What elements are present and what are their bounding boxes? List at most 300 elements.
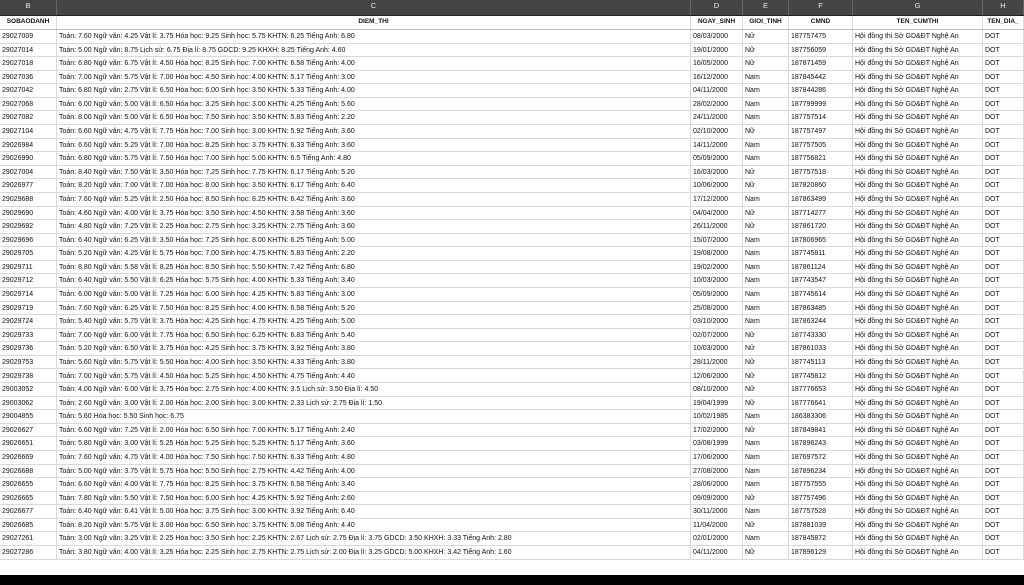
- cell-ten-cumthi[interactable]: Hội đồng thi Sở GD&ĐT Nghệ An: [853, 84, 983, 97]
- cell-diem-thi[interactable]: Toán: 7.80 Ngữ văn: 5.50 Vật lí: 7.50 Hóa học: 6.00 Sinh học: 4.25 KHTN: 5.92 Tiếng Anh: 2.60: [57, 492, 691, 505]
- cell-ngay-sinh[interactable]: 19/01/2000: [691, 44, 743, 57]
- column-letter-f[interactable]: F: [789, 0, 853, 15]
- column-letter-h[interactable]: H: [983, 0, 1024, 15]
- cell-ten-dia[interactable]: DOT: [983, 424, 1024, 437]
- cell-ten-dia[interactable]: DOT: [983, 261, 1024, 274]
- cell-ten-dia[interactable]: DOT: [983, 465, 1024, 478]
- table-row[interactable]: [0, 356, 1024, 370]
- table-row[interactable]: [0, 424, 1024, 438]
- cell-ten-cumthi[interactable]: Hội đồng thi Sở GD&ĐT Nghệ An: [853, 329, 983, 342]
- cell-sobaodanh[interactable]: 29026665: [0, 492, 57, 505]
- column-letter-g[interactable]: G: [853, 0, 983, 15]
- cell-ten-dia[interactable]: DOT: [983, 410, 1024, 423]
- cell-gioi-tinh[interactable]: Nữ: [743, 519, 789, 532]
- cell-cmnd[interactable]: 187745811: [789, 247, 853, 260]
- cell-cmnd[interactable]: 187757497: [789, 125, 853, 138]
- table-row[interactable]: [0, 342, 1024, 356]
- cell-ten-dia[interactable]: DOT: [983, 532, 1024, 545]
- table-row[interactable]: [0, 492, 1024, 506]
- cell-gioi-tinh[interactable]: Nam: [743, 288, 789, 301]
- cell-gioi-tinh[interactable]: Nam: [743, 234, 789, 247]
- cell-sobaodanh[interactable]: 29003052: [0, 383, 57, 396]
- cell-ngay-sinh[interactable]: 02/10/2000: [691, 125, 743, 138]
- cell-ngay-sinh[interactable]: 08/03/2000: [691, 30, 743, 43]
- cell-ngay-sinh[interactable]: 28/06/2000: [691, 478, 743, 491]
- cell-ten-dia[interactable]: DOT: [983, 302, 1024, 315]
- table-row[interactable]: [0, 532, 1024, 546]
- table-row[interactable]: [0, 98, 1024, 112]
- table-row[interactable]: [0, 437, 1024, 451]
- cell-ten-cumthi[interactable]: Hội đồng thi Sở GD&ĐT Nghệ An: [853, 220, 983, 233]
- cell-cmnd[interactable]: 187756821: [789, 152, 853, 165]
- cell-ten-cumthi[interactable]: Hội đồng thi Sở GD&ĐT Nghệ An: [853, 261, 983, 274]
- cell-sobaodanh[interactable]: 29026990: [0, 152, 57, 165]
- cell-sobaodanh[interactable]: 29029736: [0, 342, 57, 355]
- cell-gioi-tinh[interactable]: Nam: [743, 71, 789, 84]
- table-row[interactable]: [0, 57, 1024, 71]
- table-row[interactable]: [0, 383, 1024, 397]
- column-letter-c[interactable]: C: [57, 0, 691, 15]
- cell-ngay-sinh[interactable]: 30/11/2000: [691, 505, 743, 518]
- cell-sobaodanh[interactable]: 29027042: [0, 84, 57, 97]
- cell-ten-dia[interactable]: DOT: [983, 274, 1024, 287]
- cell-sobaodanh[interactable]: 29029738: [0, 370, 57, 383]
- table-row[interactable]: [0, 166, 1024, 180]
- cell-gioi-tinh[interactable]: Nữ: [743, 492, 789, 505]
- cell-cmnd[interactable]: 187845442: [789, 71, 853, 84]
- cell-cmnd[interactable]: 187697572: [789, 451, 853, 464]
- cell-gioi-tinh[interactable]: Nam: [743, 247, 789, 260]
- cell-ten-dia[interactable]: DOT: [983, 166, 1024, 179]
- cell-cmnd[interactable]: 187757528: [789, 505, 853, 518]
- cell-ten-cumthi[interactable]: Hội đồng thi Sở GD&ĐT Nghệ An: [853, 139, 983, 152]
- cell-ngay-sinh[interactable]: 05/09/2000: [691, 152, 743, 165]
- table-row[interactable]: [0, 329, 1024, 343]
- cell-diem-thi[interactable]: Toán: 4.60 Ngữ văn: 4.00 Vật lí: 3.75 Hóa học: 3.50 Sinh học: 4.50 KHTN: 3.58 Tiếng Anh: 3.60: [57, 207, 691, 220]
- cell-ten-cumthi[interactable]: Hội đồng thi Sở GD&ĐT Nghệ An: [853, 288, 983, 301]
- cell-ten-dia[interactable]: DOT: [983, 546, 1024, 559]
- cell-gioi-tinh[interactable]: Nam: [743, 274, 789, 287]
- cell-sobaodanh[interactable]: 29026627: [0, 424, 57, 437]
- cell-diem-thi[interactable]: Toán: 7.00 Ngữ văn: 6.00 Vật lí: 7.75 Hóa học: 6.50 Sinh học: 6.25 KHTN: 6.83 Tiếng Anh: 5.40: [57, 329, 691, 342]
- cell-ngay-sinh[interactable]: 17/02/2000: [691, 424, 743, 437]
- cell-ten-dia[interactable]: DOT: [983, 152, 1024, 165]
- cell-ten-cumthi[interactable]: Hội đồng thi Sở GD&ĐT Nghệ An: [853, 274, 983, 287]
- cell-ngay-sinh[interactable]: 04/11/2000: [691, 546, 743, 559]
- cell-ten-cumthi[interactable]: Hội đồng thi Sở GD&ĐT Nghệ An: [853, 370, 983, 383]
- cell-sobaodanh[interactable]: 29029688: [0, 193, 57, 206]
- cell-cmnd[interactable]: 187757475: [789, 30, 853, 43]
- cell-gioi-tinh[interactable]: Nữ: [743, 179, 789, 192]
- cell-ten-cumthi[interactable]: Hội đồng thi Sở GD&ĐT Nghệ An: [853, 179, 983, 192]
- cell-diem-thi[interactable]: Toán: 5.40 Ngữ văn: 5.75 Vật lí: 3.75 Hóa học: 4.25 Sinh học: 4.75 KHTN: 4.25 Tiếng Anh: 5.00: [57, 315, 691, 328]
- cell-ten-dia[interactable]: DOT: [983, 383, 1024, 396]
- cell-ten-dia[interactable]: DOT: [983, 44, 1024, 57]
- cell-gioi-tinh[interactable]: Nữ: [743, 125, 789, 138]
- table-row[interactable]: [0, 410, 1024, 424]
- table-row[interactable]: [0, 546, 1024, 560]
- header-cmnd[interactable]: CMND: [789, 16, 853, 29]
- cell-diem-thi[interactable]: Toán: 6.40 Ngữ văn: 6.41 Vật lí: 5.00 Hóa học: 3.75 Sinh học: 3.00 KHTN: 3.92 Tiếng Anh: 6.40: [57, 505, 691, 518]
- cell-cmnd[interactable]: 187861124: [789, 261, 853, 274]
- table-row[interactable]: [0, 111, 1024, 125]
- cell-diem-thi[interactable]: Toán: 6.40 Ngữ văn: 5.50 Vật lí: 6.25 Hóa học: 5.75 Sinh học: 4.00 KHTN: 5.33 Tiếng Anh: 3.40: [57, 274, 691, 287]
- cell-cmnd[interactable]: 187861720: [789, 220, 853, 233]
- cell-sobaodanh[interactable]: 29029753: [0, 356, 57, 369]
- cell-cmnd[interactable]: 187896129: [789, 546, 853, 559]
- cell-ten-cumthi[interactable]: Hội đồng thi Sở GD&ĐT Nghệ An: [853, 356, 983, 369]
- cell-diem-thi[interactable]: Toán: 5.20 Ngữ văn: 6.50 Vật lí: 3.75 Hóa học: 4.25 Sinh học: 3.75 KHTN: 3.92 Tiếng Anh: 3.80: [57, 342, 691, 355]
- cell-ten-cumthi[interactable]: Hội đồng thi Sở GD&ĐT Nghệ An: [853, 30, 983, 43]
- table-row[interactable]: [0, 193, 1024, 207]
- cell-gioi-tinh[interactable]: Nam: [743, 532, 789, 545]
- cell-ten-cumthi[interactable]: Hội đồng thi Sở GD&ĐT Nghệ An: [853, 44, 983, 57]
- cell-cmnd[interactable]: 187799999: [789, 98, 853, 111]
- cell-diem-thi[interactable]: Toán: 6.40 Ngữ văn: 6.25 Vật lí: 3.50 Hóa học: 7.25 Sinh học: 8.00 KHTN: 6.25 Tiếng Anh: 5.00: [57, 234, 691, 247]
- cell-ten-cumthi[interactable]: Hội đồng thi Sở GD&ĐT Nghệ An: [853, 315, 983, 328]
- cell-sobaodanh[interactable]: 29029733: [0, 329, 57, 342]
- cell-diem-thi[interactable]: Toán: 2.60 Ngữ văn: 3.00 Vật lí: 2.00 Hóa học: 2.00 Sinh học: 3.00 KHTN: 2.33 Lịch sử: 2.75 Địa lí: 1.50: [57, 397, 691, 410]
- cell-ten-cumthi[interactable]: Hội đồng thi Sở GD&ĐT Nghệ An: [853, 302, 983, 315]
- cell-gioi-tinh[interactable]: Nữ: [743, 57, 789, 70]
- cell-sobaodanh[interactable]: 29026669: [0, 451, 57, 464]
- table-row[interactable]: [0, 71, 1024, 85]
- cell-cmnd[interactable]: 187757518: [789, 166, 853, 179]
- cell-sobaodanh[interactable]: 29027261: [0, 532, 57, 545]
- table-row[interactable]: [0, 288, 1024, 302]
- cell-sobaodanh[interactable]: 29026655: [0, 478, 57, 491]
- cell-ten-dia[interactable]: DOT: [983, 329, 1024, 342]
- cell-ten-cumthi[interactable]: Hội đồng thi Sở GD&ĐT Nghệ An: [853, 98, 983, 111]
- cell-ngay-sinh[interactable]: 10/02/1985: [691, 410, 743, 423]
- cell-sobaodanh[interactable]: 29027104: [0, 125, 57, 138]
- table-row[interactable]: [0, 207, 1024, 221]
- cell-ten-cumthi[interactable]: Hội đồng thi Sở GD&ĐT Nghệ An: [853, 342, 983, 355]
- cell-ten-cumthi[interactable]: Hội đồng thi Sở GD&ĐT Nghệ An: [853, 383, 983, 396]
- cell-ten-dia[interactable]: DOT: [983, 207, 1024, 220]
- cell-ngay-sinh[interactable]: 24/11/2000: [691, 111, 743, 124]
- cell-ngay-sinh[interactable]: 04/11/2000: [691, 84, 743, 97]
- cell-cmnd[interactable]: 187743547: [789, 274, 853, 287]
- cell-diem-thi[interactable]: Toán: 7.60 Ngữ văn: 6.25 Vật lí: 7.50 Hóa học: 8.25 Sinh học: 4.00 KHTN: 6.58 Tiếng Anh: 5.20: [57, 302, 691, 315]
- cell-sobaodanh[interactable]: 29026651: [0, 437, 57, 450]
- cell-sobaodanh[interactable]: 29029714: [0, 288, 57, 301]
- cell-gioi-tinh[interactable]: Nam: [743, 139, 789, 152]
- cell-gioi-tinh[interactable]: Nữ: [743, 166, 789, 179]
- cell-diem-thi[interactable]: Toán: 6.60 Ngữ văn: 7.25 Vật lí: 2.00 Hóa học: 6.50 Sinh học: 7.00 KHTN: 5.17 Tiếng Anh: 2.40: [57, 424, 691, 437]
- cell-ten-dia[interactable]: DOT: [983, 179, 1024, 192]
- cell-gioi-tinh[interactable]: Nữ: [743, 329, 789, 342]
- cell-diem-thi[interactable]: Toán: 3.80 Ngữ văn: 4.00 Vật lí: 3.25 Hóa học: 2.25 Sinh học: 2.75 KHTN: 2.75 Lịch sử: 2.00 Địa lí: 3.25 GDCD: 5.00 KHXH: 3.42 Tiếng Anh: 1.60: [57, 546, 691, 559]
- cell-ngay-sinh[interactable]: 04/04/2000: [691, 207, 743, 220]
- cell-sobaodanh[interactable]: 29027036: [0, 71, 57, 84]
- cell-ten-dia[interactable]: DOT: [983, 519, 1024, 532]
- cell-ten-cumthi[interactable]: Hội đồng thi Sở GD&ĐT Nghệ An: [853, 410, 983, 423]
- cell-gioi-tinh[interactable]: Nữ: [743, 44, 789, 57]
- table-row[interactable]: [0, 261, 1024, 275]
- cell-ten-dia[interactable]: DOT: [983, 437, 1024, 450]
- cell-ten-dia[interactable]: DOT: [983, 71, 1024, 84]
- cell-gioi-tinh[interactable]: Nam: [743, 111, 789, 124]
- cell-ten-cumthi[interactable]: Hội đồng thi Sở GD&ĐT Nghệ An: [853, 166, 983, 179]
- cell-cmnd[interactable]: 187896243: [789, 437, 853, 450]
- cell-ten-dia[interactable]: DOT: [983, 397, 1024, 410]
- table-row[interactable]: [0, 370, 1024, 384]
- cell-cmnd[interactable]: 187757505: [789, 139, 853, 152]
- cell-ten-cumthi[interactable]: Hội đồng thi Sở GD&ĐT Nghệ An: [853, 207, 983, 220]
- header-sobaodanh[interactable]: SOBAODANH: [0, 16, 57, 29]
- cell-cmnd[interactable]: 186383306: [789, 410, 853, 423]
- cell-ten-cumthi[interactable]: Hội đồng thi Sở GD&ĐT Nghệ An: [853, 505, 983, 518]
- column-letter-e[interactable]: E: [743, 0, 789, 15]
- cell-diem-thi[interactable]: Toán: 6.60 Ngữ văn: 5.25 Vật lí: 7.00 Hóa học: 8.25 Sinh học: 3.75 KHTN: 6.33 Tiếng Anh: 3.60: [57, 139, 691, 152]
- cell-cmnd[interactable]: 187745614: [789, 288, 853, 301]
- table-row[interactable]: [0, 274, 1024, 288]
- cell-gioi-tinh[interactable]: Nam: [743, 98, 789, 111]
- cell-sobaodanh[interactable]: 29026685: [0, 519, 57, 532]
- cell-diem-thi[interactable]: Toán: 4.80 Ngữ văn: 7.25 Vật lí: 2.25 Hóa học: 2.75 Sinh học: 3.25 KHTN: 2.75 Tiếng Anh: 3.60: [57, 220, 691, 233]
- cell-sobaodanh[interactable]: 29029712: [0, 274, 57, 287]
- cell-ten-dia[interactable]: DOT: [983, 234, 1024, 247]
- header-ten-dia[interactable]: TEN_DIA_: [983, 16, 1024, 29]
- cell-ten-cumthi[interactable]: Hội đồng thi Sở GD&ĐT Nghệ An: [853, 193, 983, 206]
- cell-cmnd[interactable]: 187849841: [789, 424, 853, 437]
- cell-ten-dia[interactable]: DOT: [983, 478, 1024, 491]
- cell-gioi-tinh[interactable]: Nữ: [743, 546, 789, 559]
- cell-diem-thi[interactable]: Toán: 6.60 Ngữ văn: 4.00 Vật lí: 7.75 Hóa học: 8.25 Sinh học: 3.75 KHTN: 6.58 Tiếng Anh: 3.40: [57, 478, 691, 491]
- cell-sobaodanh[interactable]: 29027286: [0, 546, 57, 559]
- table-row[interactable]: [0, 397, 1024, 411]
- cell-ten-dia[interactable]: DOT: [983, 492, 1024, 505]
- cell-cmnd[interactable]: 187871459: [789, 57, 853, 70]
- cell-cmnd[interactable]: 187845872: [789, 532, 853, 545]
- cell-ngay-sinh[interactable]: 27/08/2000: [691, 465, 743, 478]
- cell-ten-cumthi[interactable]: Hội đồng thi Sở GD&ĐT Nghệ An: [853, 519, 983, 532]
- column-letter-b[interactable]: B: [0, 0, 57, 15]
- cell-gioi-tinh[interactable]: Nữ: [743, 383, 789, 396]
- cell-ten-dia[interactable]: DOT: [983, 220, 1024, 233]
- cell-diem-thi[interactable]: Toán: 6.80 Ngữ văn: 5.75 Vật lí: 7.50 Hóa học: 7.00 Sinh học: 5.00 KHTN: 6.5 Tiếng Anh: 4.80: [57, 152, 691, 165]
- cell-cmnd[interactable]: 187863485: [789, 302, 853, 315]
- cell-cmnd[interactable]: 187776641: [789, 397, 853, 410]
- cell-sobaodanh[interactable]: 29027082: [0, 111, 57, 124]
- cell-sobaodanh[interactable]: 29029692: [0, 220, 57, 233]
- cell-gioi-tinh[interactable]: Nữ: [743, 30, 789, 43]
- cell-cmnd[interactable]: 187896234: [789, 465, 853, 478]
- cell-ten-cumthi[interactable]: Hội đồng thi Sở GD&ĐT Nghệ An: [853, 546, 983, 559]
- cell-cmnd[interactable]: 187757555: [789, 478, 853, 491]
- cell-diem-thi[interactable]: Toán: 5.00 Ngữ văn: 8.75 Lịch sử: 6.75 Địa lí: 8.75 GDCD: 9.25 KHXH: 8.25 Tiếng Anh: 4.60: [57, 44, 691, 57]
- cell-ten-dia[interactable]: DOT: [983, 288, 1024, 301]
- cell-diem-thi[interactable]: Toán: 3.00 Ngữ văn: 3.25 Vật lí: 2.25 Hóa học: 3.50 Sinh học: 2.25 KHTN: 2.67 Lịch sử: 2.75 Địa lí: 3.75 GDCD: 3.50 KHXH: 3.33 Tiếng Anh: 2.80: [57, 532, 691, 545]
- cell-sobaodanh[interactable]: 29026677: [0, 505, 57, 518]
- cell-ngay-sinh[interactable]: 11/04/2000: [691, 519, 743, 532]
- cell-gioi-tinh[interactable]: Nam: [743, 152, 789, 165]
- table-row[interactable]: [0, 234, 1024, 248]
- cell-ngay-sinh[interactable]: 10/03/2000: [691, 274, 743, 287]
- cell-cmnd[interactable]: 187844286: [789, 84, 853, 97]
- cell-cmnd[interactable]: 187806965: [789, 234, 853, 247]
- cell-gioi-tinh[interactable]: Nam: [743, 478, 789, 491]
- cell-ten-cumthi[interactable]: Hội đồng thi Sở GD&ĐT Nghệ An: [853, 424, 983, 437]
- cell-ngay-sinh[interactable]: 02/07/2000: [691, 329, 743, 342]
- cell-ngay-sinh[interactable]: 26/11/2000: [691, 220, 743, 233]
- cell-gioi-tinh[interactable]: Nam: [743, 465, 789, 478]
- cell-ngay-sinh[interactable]: 14/11/2000: [691, 139, 743, 152]
- cell-ten-dia[interactable]: DOT: [983, 356, 1024, 369]
- cell-ten-dia[interactable]: DOT: [983, 139, 1024, 152]
- table-row[interactable]: [0, 519, 1024, 533]
- column-letter-d[interactable]: D: [691, 0, 743, 15]
- table-row[interactable]: [0, 302, 1024, 316]
- table-row[interactable]: [0, 247, 1024, 261]
- cell-ngay-sinh[interactable]: 10/03/2000: [691, 342, 743, 355]
- cell-ten-dia[interactable]: DOT: [983, 193, 1024, 206]
- header-ten-cumthi[interactable]: TEN_CUMTHI: [853, 16, 983, 29]
- cell-ten-cumthi[interactable]: Hội đồng thi Sở GD&ĐT Nghệ An: [853, 57, 983, 70]
- cell-ngay-sinh[interactable]: 12/06/2000: [691, 370, 743, 383]
- cell-ngay-sinh[interactable]: 02/01/2000: [691, 532, 743, 545]
- cell-ten-cumthi[interactable]: Hội đồng thi Sở GD&ĐT Nghệ An: [853, 532, 983, 545]
- cell-gioi-tinh[interactable]: Nữ: [743, 207, 789, 220]
- table-row[interactable]: [0, 44, 1024, 58]
- cell-cmnd[interactable]: 187776653: [789, 383, 853, 396]
- cell-sobaodanh[interactable]: 29026984: [0, 139, 57, 152]
- table-row[interactable]: [0, 179, 1024, 193]
- cell-diem-thi[interactable]: Toán: 6.60 Ngữ văn: 4.75 Vật lí: 7.75 Hóa học: 7.00 Sinh học: 3.00 KHTN: 5.92 Tiếng Anh: 3.60: [57, 125, 691, 138]
- cell-ten-dia[interactable]: DOT: [983, 342, 1024, 355]
- cell-ngay-sinh[interactable]: 16/12/2000: [691, 71, 743, 84]
- cell-diem-thi[interactable]: Toán: 5.00 Ngữ văn: 3.75 Vật lí: 5.75 Hóa học: 5.50 Sinh học: 2.75 KHTN: 4.42 Tiếng Anh: 4.00: [57, 465, 691, 478]
- cell-gioi-tinh[interactable]: Nam: [743, 410, 789, 423]
- cell-cmnd[interactable]: 187714277: [789, 207, 853, 220]
- table-row[interactable]: [0, 152, 1024, 166]
- table-row[interactable]: [0, 465, 1024, 479]
- cell-sobaodanh[interactable]: 29026977: [0, 179, 57, 192]
- cell-ten-cumthi[interactable]: Hội đồng thi Sở GD&ĐT Nghệ An: [853, 437, 983, 450]
- cell-ten-cumthi[interactable]: Hội đồng thi Sở GD&ĐT Nghệ An: [853, 125, 983, 138]
- cell-diem-thi[interactable]: Toán: 8.20 Ngữ văn: 7.00 Vật lí: 7.00 Hóa học: 8.00 Sinh học: 3.50 KHTN: 6.17 Tiếng Anh: 6.40: [57, 179, 691, 192]
- cell-gioi-tinh[interactable]: Nam: [743, 505, 789, 518]
- cell-ngay-sinh[interactable]: 28/02/2000: [691, 98, 743, 111]
- cell-diem-thi[interactable]: Toán: 8.00 Ngữ văn: 5.00 Vật lí: 6.50 Hóa học: 7.50 Sinh học: 3.50 KHTN: 5.83 Tiếng Anh: 2.20: [57, 111, 691, 124]
- cell-ten-dia[interactable]: DOT: [983, 125, 1024, 138]
- cell-ten-cumthi[interactable]: Hội đồng thi Sở GD&ĐT Nghệ An: [853, 478, 983, 491]
- cell-sobaodanh[interactable]: 29029711: [0, 261, 57, 274]
- cell-diem-thi[interactable]: Toán: 8.20 Ngữ văn: 5.75 Vật lí: 3.00 Hóa học: 6.50 Sinh học: 3.75 KHTN: 5.08 Tiếng Anh: 4.40: [57, 519, 691, 532]
- cell-ngay-sinh[interactable]: 25/08/2000: [691, 302, 743, 315]
- cell-diem-thi[interactable]: Toán: 5.80 Ngữ văn: 3.00 Vật lí: 5.25 Hóa học: 5.25 Sinh học: 5.25 KHTN: 5.17 Tiếng Anh: 3.60: [57, 437, 691, 450]
- cell-gioi-tinh[interactable]: Nữ: [743, 370, 789, 383]
- cell-sobaodanh[interactable]: 29029705: [0, 247, 57, 260]
- cell-diem-thi[interactable]: Toán: 7.60 Ngữ văn: 4.75 Vật lí: 4.00 Hóa học: 7.50 Sinh học: 7.50 KHTN: 6.33 Tiếng Anh: 4.80: [57, 451, 691, 464]
- cell-diem-thi[interactable]: Toán: 7.60 Ngữ văn: 5.25 Vật lí: 2.50 Hóa học: 8.50 Sinh học: 8.25 KHTN: 6.42 Tiếng Anh: 3.60: [57, 193, 691, 206]
- cell-cmnd[interactable]: 187745812: [789, 370, 853, 383]
- cell-ngay-sinh[interactable]: 17/06/2000: [691, 451, 743, 464]
- cell-ten-cumthi[interactable]: Hội đồng thi Sở GD&ĐT Nghệ An: [853, 247, 983, 260]
- cell-diem-thi[interactable]: Toán: 7.00 Ngữ văn: 5.75 Vật lí: 4.50 Hóa học: 5.25 Sinh học: 4.50 KHTN: 4.75 Tiếng Anh: 4.40: [57, 370, 691, 383]
- cell-cmnd[interactable]: 187863244: [789, 315, 853, 328]
- cell-cmnd[interactable]: 187756059: [789, 44, 853, 57]
- cell-ngay-sinh[interactable]: 19/02/2000: [691, 261, 743, 274]
- cell-ngay-sinh[interactable]: 10/06/2000: [691, 179, 743, 192]
- cell-cmnd[interactable]: 187745113: [789, 356, 853, 369]
- table-row[interactable]: [0, 505, 1024, 519]
- cell-gioi-tinh[interactable]: Nam: [743, 261, 789, 274]
- cell-gioi-tinh[interactable]: Nam: [743, 302, 789, 315]
- cell-diem-thi[interactable]: Toán: 5.20 Ngữ văn: 4.25 Vật lí: 5.75 Hóa học: 7.00 Sinh học: 4.75 KHTN: 5.83 Tiếng Anh: 2.20: [57, 247, 691, 260]
- cell-gioi-tinh[interactable]: Nam: [743, 437, 789, 450]
- cell-ten-cumthi[interactable]: Hội đồng thi Sở GD&ĐT Nghệ An: [853, 71, 983, 84]
- table-row[interactable]: [0, 84, 1024, 98]
- header-ngay-sinh[interactable]: NGAY_SINH: [691, 16, 743, 29]
- cell-diem-thi[interactable]: Toán: 5.60 Hóa học: 5.50 Sinh học: 6.75: [57, 410, 691, 423]
- cell-ngay-sinh[interactable]: 03/10/2000: [691, 315, 743, 328]
- cell-ten-dia[interactable]: DOT: [983, 30, 1024, 43]
- cell-ngay-sinh[interactable]: 16/05/2000: [691, 57, 743, 70]
- cell-ten-dia[interactable]: DOT: [983, 57, 1024, 70]
- cell-diem-thi[interactable]: Toán: 6.00 Ngữ văn: 5.00 Vật lí: 6.50 Hóa học: 3.25 Sinh học: 3.00 KHTN: 4.25 Tiếng Anh: 5.60: [57, 98, 691, 111]
- cell-sobaodanh[interactable]: 29027014: [0, 44, 57, 57]
- table-row[interactable]: [0, 30, 1024, 44]
- cell-gioi-tinh[interactable]: Nam: [743, 315, 789, 328]
- table-row[interactable]: [0, 139, 1024, 153]
- header-gioi-tinh[interactable]: GIOI_TINH: [743, 16, 789, 29]
- cell-cmnd[interactable]: 187881039: [789, 519, 853, 532]
- cell-ngay-sinh[interactable]: 15/07/2000: [691, 234, 743, 247]
- table-row[interactable]: [0, 478, 1024, 492]
- cell-sobaodanh[interactable]: 29027018: [0, 57, 57, 70]
- cell-gioi-tinh[interactable]: Nam: [743, 84, 789, 97]
- cell-cmnd[interactable]: 187863499: [789, 193, 853, 206]
- cell-diem-thi[interactable]: Toán: 4.00 Ngữ văn: 6.00 Vật lí: 3.75 Hóa học: 2.75 Sinh học: 4.00 KHTN: 3.5 Lịch sử: 3.50 Địa lí: 4.50: [57, 383, 691, 396]
- cell-ngay-sinh[interactable]: 08/10/2000: [691, 383, 743, 396]
- cell-sobaodanh[interactable]: 29029724: [0, 315, 57, 328]
- table-row[interactable]: [0, 451, 1024, 465]
- cell-diem-thi[interactable]: Toán: 7.60 Ngữ văn: 4.25 Vật lí: 3.75 Hóa học: 9.25 Sinh học: 5.75 KHTN: 6.25 Tiếng Anh: 6.80: [57, 30, 691, 43]
- table-row[interactable]: [0, 125, 1024, 139]
- cell-sobaodanh[interactable]: 29026688: [0, 465, 57, 478]
- cell-sobaodanh[interactable]: 29004855: [0, 410, 57, 423]
- table-row[interactable]: [0, 220, 1024, 234]
- cell-sobaodanh[interactable]: 29029719: [0, 302, 57, 315]
- cell-gioi-tinh[interactable]: Nữ: [743, 220, 789, 233]
- cell-gioi-tinh[interactable]: Nữ: [743, 356, 789, 369]
- cell-sobaodanh[interactable]: 29027009: [0, 30, 57, 43]
- cell-ngay-sinh[interactable]: 19/08/2000: [691, 247, 743, 260]
- cell-cmnd[interactable]: 187743330: [789, 329, 853, 342]
- cell-ngay-sinh[interactable]: 17/12/2000: [691, 193, 743, 206]
- cell-gioi-tinh[interactable]: Nữ: [743, 397, 789, 410]
- cell-ngay-sinh[interactable]: 03/08/1999: [691, 437, 743, 450]
- cell-diem-thi[interactable]: Toán: 6.00 Ngữ văn: 5.00 Vật lí: 7.25 Hóa học: 6.00 Sinh học: 4.25 KHTN: 5.83 Tiếng Anh: 3.00: [57, 288, 691, 301]
- cell-diem-thi[interactable]: Toán: 5.60 Ngữ văn: 5.75 Vật lí: 5.50 Hóa học: 4.00 Sinh học: 3.50 KHTN: 4.33 Tiếng Anh: 3.80: [57, 356, 691, 369]
- cell-ten-dia[interactable]: DOT: [983, 505, 1024, 518]
- cell-ngay-sinh[interactable]: 19/04/1999: [691, 397, 743, 410]
- table-row[interactable]: [0, 315, 1024, 329]
- cell-sobaodanh[interactable]: 29029696: [0, 234, 57, 247]
- cell-ten-cumthi[interactable]: Hội đồng thi Sở GD&ĐT Nghệ An: [853, 465, 983, 478]
- cell-gioi-tinh[interactable]: Nữ: [743, 424, 789, 437]
- header-diem-thi[interactable]: DIEM_THI: [57, 16, 691, 29]
- cell-ten-cumthi[interactable]: Hội đồng thi Sở GD&ĐT Nghệ An: [853, 152, 983, 165]
- cell-sobaodanh[interactable]: 29003062: [0, 397, 57, 410]
- cell-gioi-tinh[interactable]: Nữ: [743, 342, 789, 355]
- cell-ten-dia[interactable]: DOT: [983, 451, 1024, 464]
- cell-diem-thi[interactable]: Toán: 6.80 Ngữ văn: 6.75 Vật lí: 4.50 Hóa học: 8.25 Sinh học: 7.00 KHTN: 6.58 Tiếng Anh: 4.00: [57, 57, 691, 70]
- cell-ten-cumthi[interactable]: Hội đồng thi Sở GD&ĐT Nghệ An: [853, 234, 983, 247]
- cell-ten-dia[interactable]: DOT: [983, 315, 1024, 328]
